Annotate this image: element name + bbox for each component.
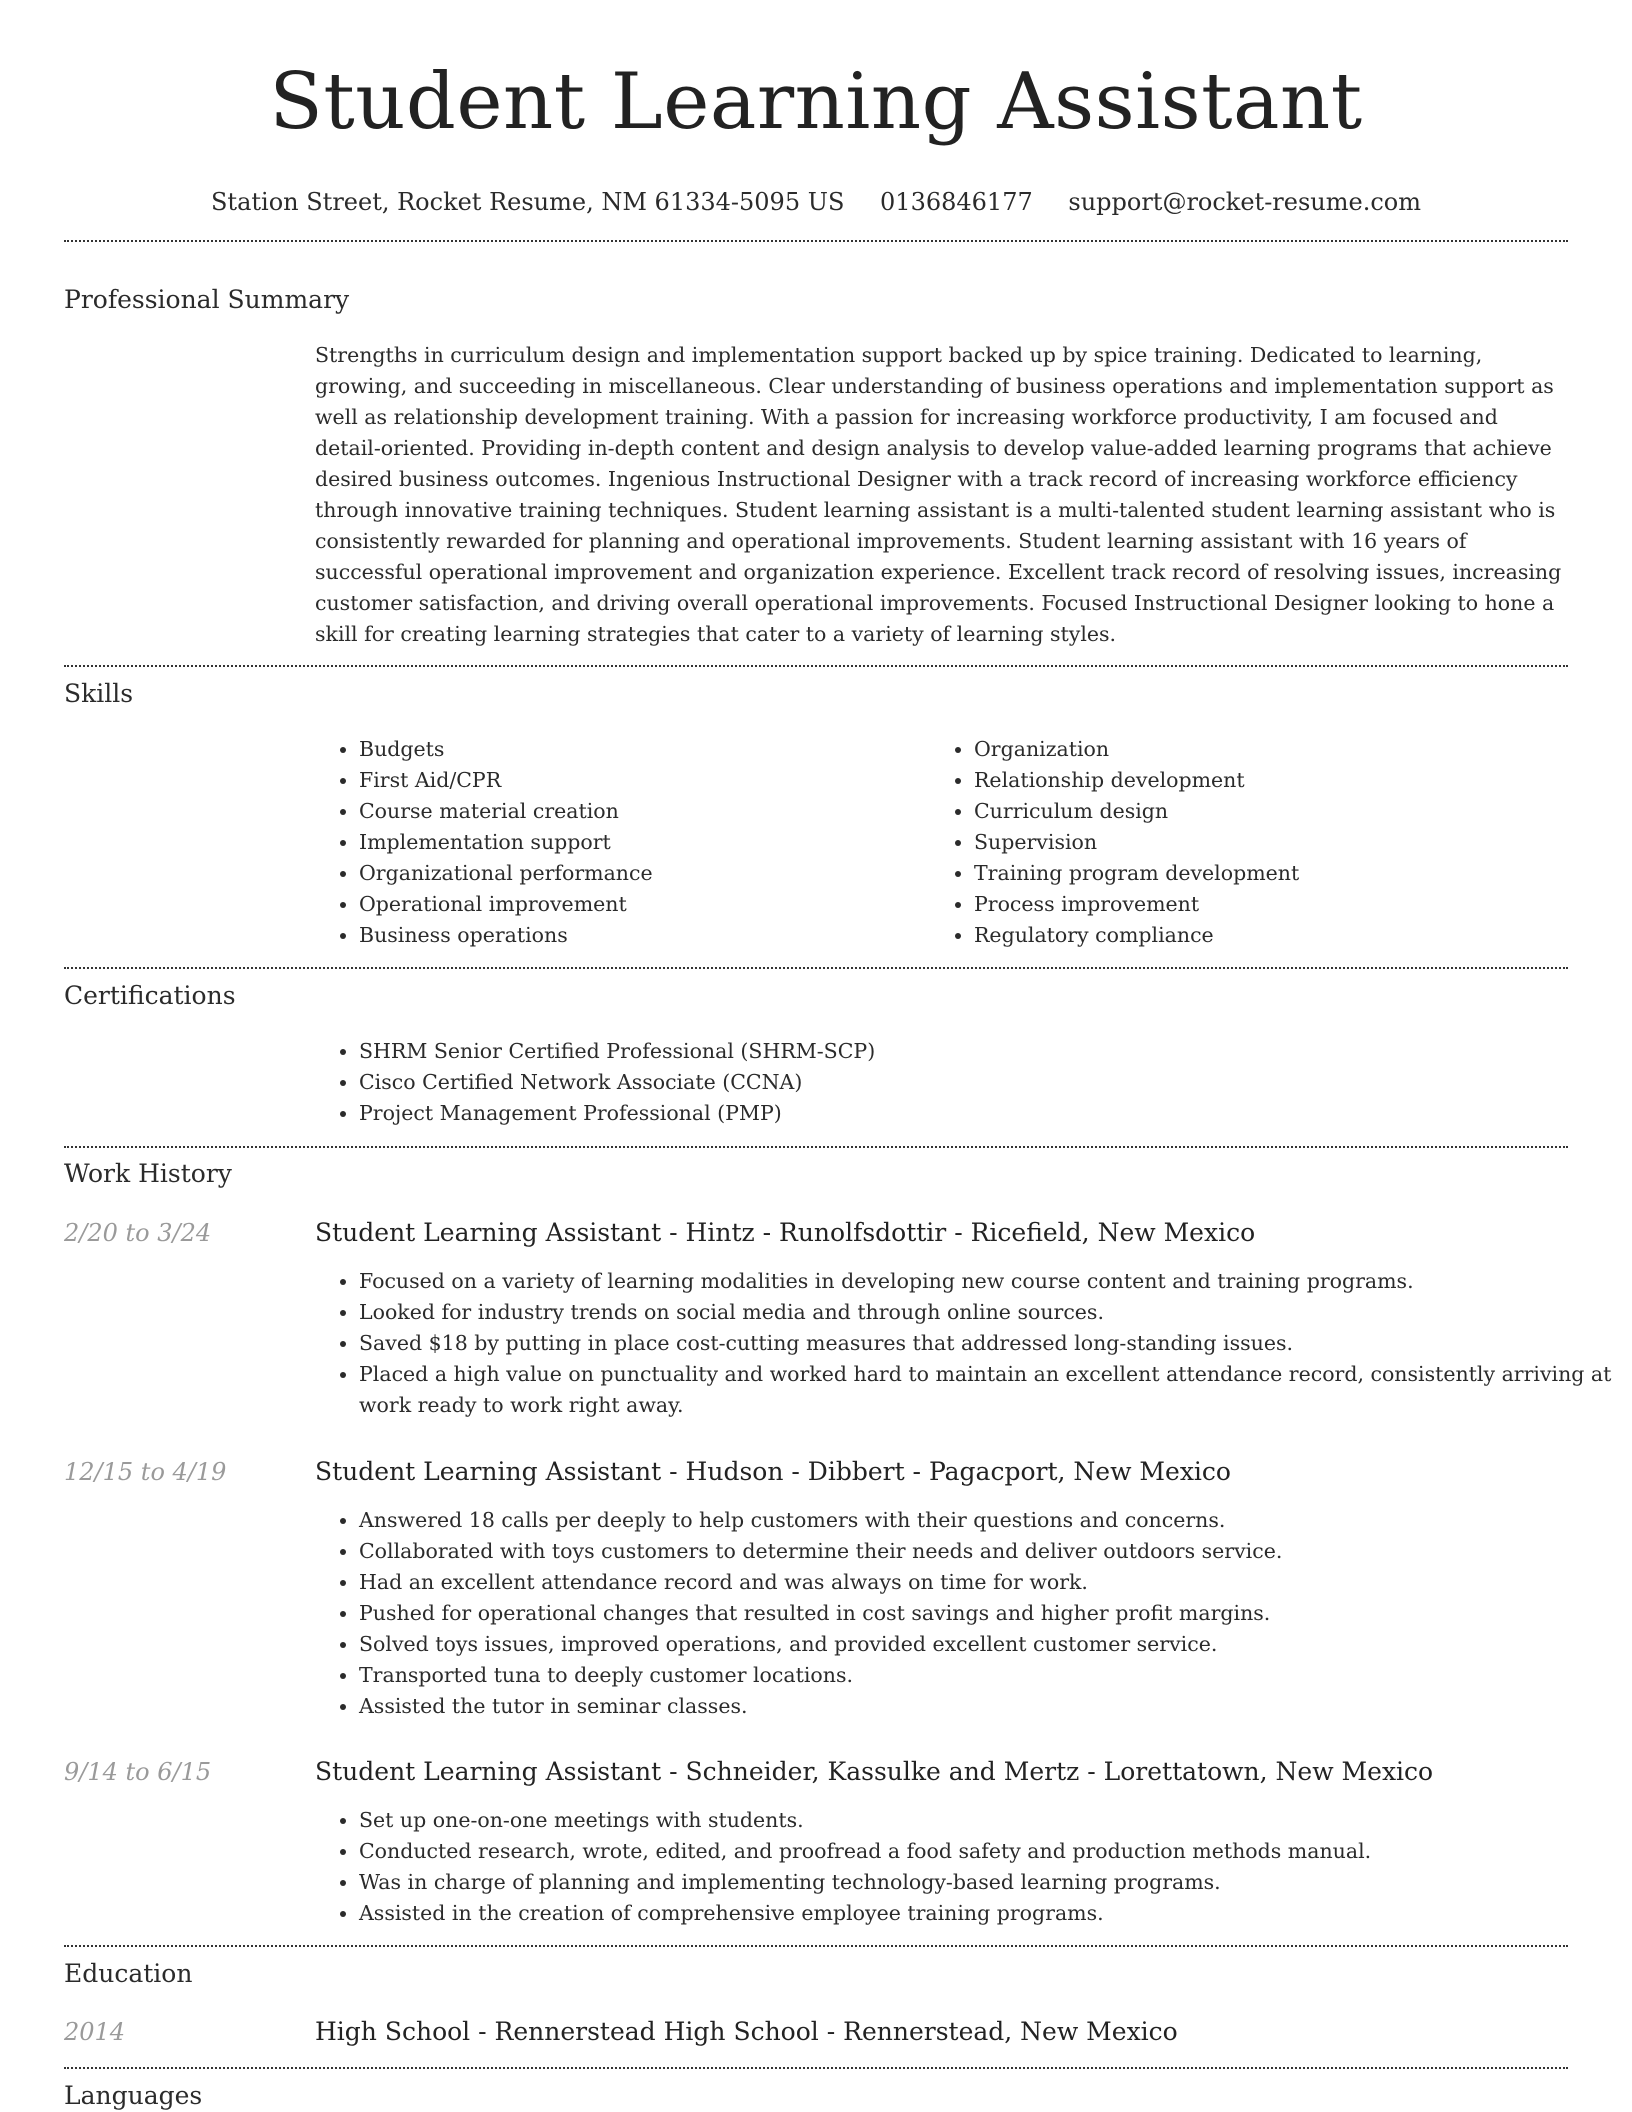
job-bullets	[315, 1266, 1612, 1421]
skills-list-left	[315, 734, 919, 951]
work-history-heading: Work History	[64, 1159, 232, 1188]
languages-heading: Languages	[64, 2081, 203, 2110]
resume-header	[0, 0, 1632, 218]
certification-item: • Project Management Professional (PMP)	[359, 1098, 1559, 1129]
skill-item: • Process improvement	[974, 889, 1574, 920]
summary-text: Strengths in curriculum design and implementation support backed up by spice training. Dedicated to learning, growing, and succeeding in miscellaneous. Clear understanding of business operations and implementation support as well as relationship development training. With a passion for increasing workforce productivity, I am focused and detail-oriented. Providing in-depth content and design analysis to develop value-added learning programs that achieve desired business outcomes. Ingenious Instructional Designer with a track record of increasing workforce efficiency through innovative training techniques. Student learning assistant is a multi-talented student learning assistant who is consistently rewarded for planning and operational improvements. Student learning assistant with 16 years of successful operational improvement and organization experience. Excellent track record of resolving issues, increasing customer satisfaction, and driving overall operational improvements. Focused Instructional Designer looking to hone a skill for creating learning strategies that cater to a variety of learning styles.	[315, 343, 1562, 646]
section-divider	[64, 1945, 1568, 1947]
contact-line	[0, 186, 1632, 218]
job-bullet: • Assisted in the creation of comprehensive employee training programs.	[359, 1898, 1612, 1929]
skills-heading: Skills	[64, 679, 134, 708]
section-divider	[64, 967, 1568, 969]
skill-item: • Curriculum design	[974, 796, 1574, 827]
skills-list-right	[930, 734, 1574, 951]
job-title: Student Learning Assistant - Hudson - Dibbert - Pagacport, New Mexico	[315, 1457, 1231, 1486]
job-bullet: • Conducted research, wrote, edited, and proofread a food safety and production methods manual.	[359, 1836, 1612, 1867]
job-bullet: • Solved toys issues, improved operations, and provided excellent customer service.	[359, 1629, 1612, 1660]
skill-item: • Relationship development	[974, 765, 1574, 796]
job-bullet: • Transported tuna to deeply customer locations.	[359, 1660, 1612, 1691]
job-dates: 2/20 to 3/24	[64, 1219, 212, 1247]
skill-item: • Operational improvement	[359, 889, 919, 920]
skill-item: • Organization	[974, 734, 1574, 765]
job-title: Student Learning Assistant - Hintz - Runolfsdottir - Ricefield, New Mexico	[315, 1218, 1256, 1247]
job-bullet: • Looked for industry trends on social media and through online sources.	[359, 1297, 1612, 1328]
section-divider	[64, 665, 1568, 667]
certification-item: • Cisco Certified Network Associate (CCNA)	[359, 1067, 1559, 1098]
summary-heading: Professional Summary	[64, 285, 350, 314]
job-bullet: • Answered 18 calls per deeply to help customers with their questions and concerns.	[359, 1505, 1612, 1536]
contact-address: Station Street, Rocket Resume, NM 61334-5095 US	[210, 188, 845, 216]
job-bullet: • Had an excellent attendance record and was always on time for work.	[359, 1567, 1612, 1598]
skill-item: • Budgets	[359, 734, 919, 765]
candidate-name: Student Learning Assistant	[269, 57, 1363, 147]
job-bullet: • Was in charge of planning and implementing technology-based learning programs.	[359, 1867, 1612, 1898]
skill-item: • Implementation support	[359, 827, 919, 858]
skill-item: • Training program development	[974, 858, 1574, 889]
job-bullet: • Pushed for operational changes that resulted in cost savings and higher profit margins.	[359, 1598, 1612, 1629]
skill-item: • Business operations	[359, 920, 919, 951]
skill-item: • Course material creation	[359, 796, 919, 827]
job-bullet: • Placed a high value on punctuality and worked hard to maintain an excellent attendance record, consistently arriving at work ready to work right away.	[359, 1359, 1612, 1421]
certifications-list	[315, 1036, 1559, 1129]
education-year: 2014	[64, 2018, 126, 2046]
education-entry: High School - Rennerstead High School - Rennerstead, New Mexico	[315, 2017, 1178, 2046]
job-bullet: • Collaborated with toys customers to determine their needs and deliver outdoors service.	[359, 1536, 1612, 1567]
job-dates: 12/15 to 4/19	[64, 1458, 227, 1486]
section-divider	[64, 240, 1568, 242]
section-divider	[64, 1146, 1568, 1148]
contact-phone: 0136846177	[880, 188, 1033, 216]
skill-item: • Supervision	[974, 827, 1574, 858]
job-title: Student Learning Assistant - Schneider, Kassulke and Mertz - Lorettatown, New Mexico	[315, 1757, 1434, 1786]
job-dates: 9/14 to 6/15	[64, 1758, 212, 1786]
certifications-heading: Certifications	[64, 981, 236, 1010]
job-bullets	[315, 1505, 1612, 1722]
contact-email: support@rocket-resume.com	[1068, 188, 1421, 216]
job-bullet: • Focused on a variety of learning modalities in developing new course content and training programs.	[359, 1266, 1612, 1297]
skill-item: • Organizational performance	[359, 858, 919, 889]
skill-item: • First Aid/CPR	[359, 765, 919, 796]
job-bullet: • Set up one-on-one meetings with students.	[359, 1805, 1612, 1836]
certification-item: • SHRM Senior Certified Professional (SHRM-SCP)	[359, 1036, 1559, 1067]
job-bullets	[315, 1805, 1612, 1929]
job-bullet: • Saved $18 by putting in place cost-cutting measures that addressed long-standing issues.	[359, 1328, 1612, 1359]
job-bullet: • Assisted the tutor in seminar classes.	[359, 1691, 1612, 1722]
education-heading: Education	[64, 1959, 193, 1988]
section-divider	[64, 2067, 1568, 2069]
skill-item: • Regulatory compliance	[974, 920, 1574, 951]
